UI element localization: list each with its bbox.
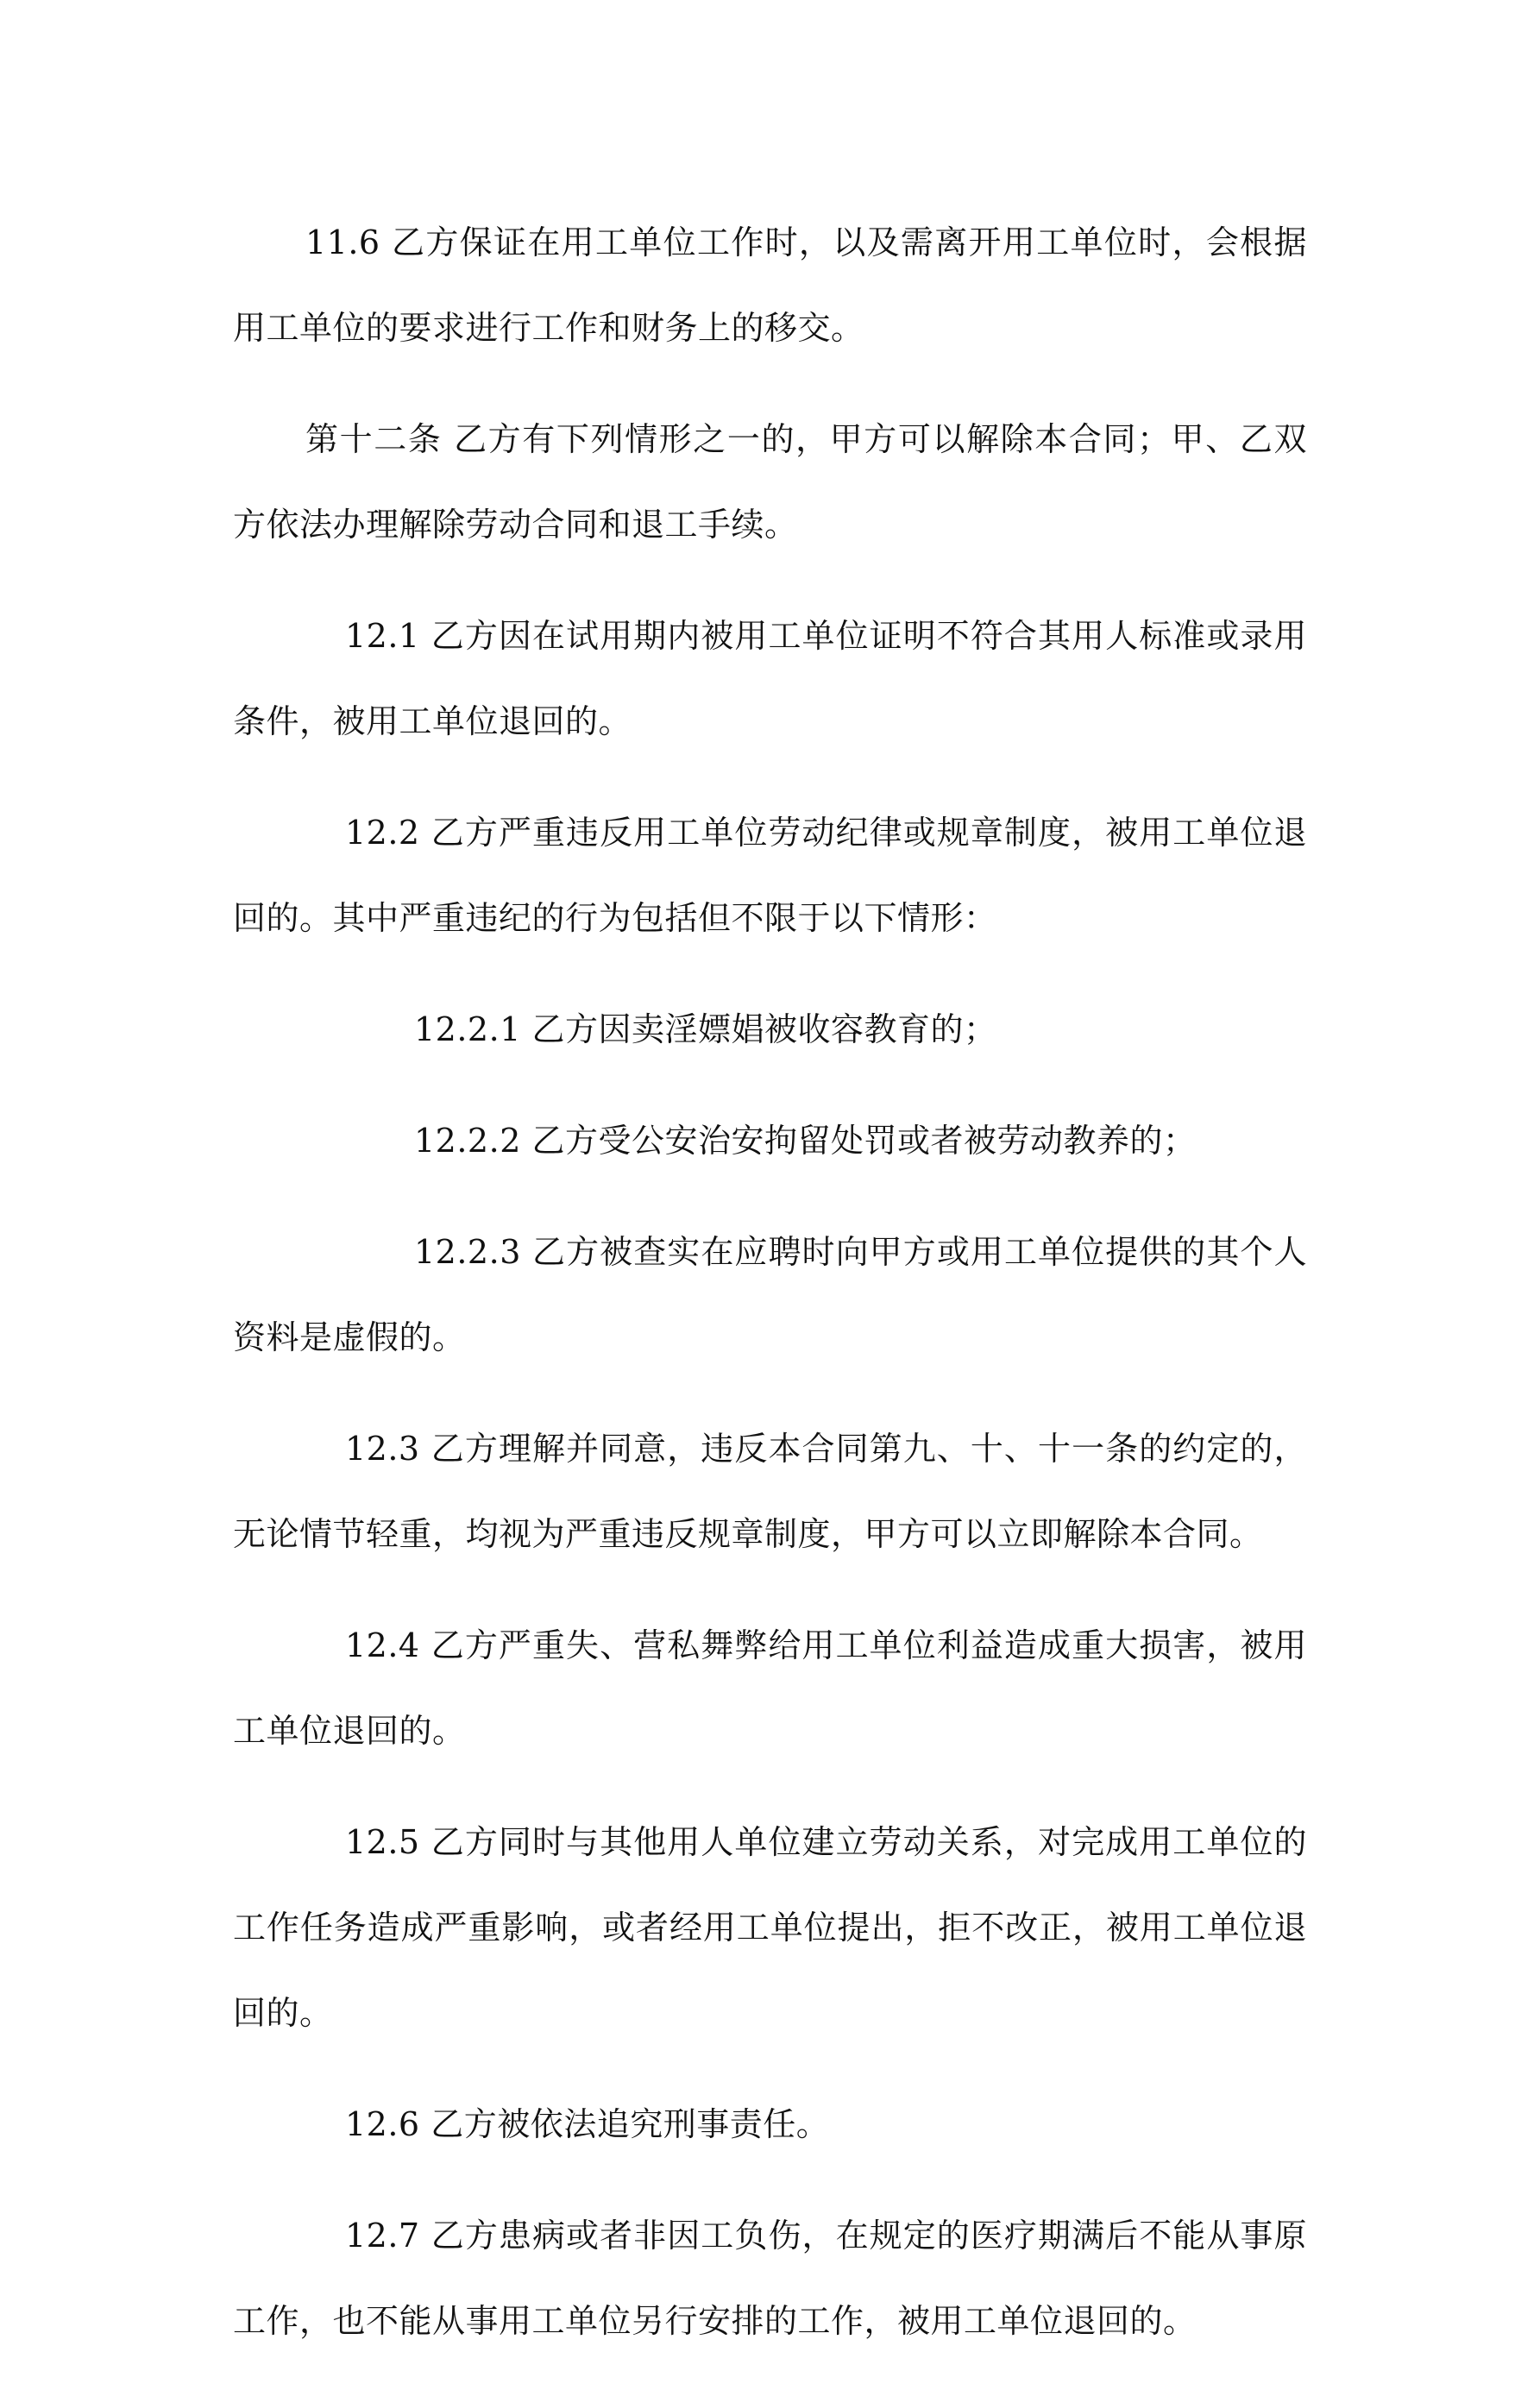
article-12-heading: 第十二条 乙方有下列情形之一的，甲方可以解除本合同；甲、乙双方依法办理解除劳动合同和退工手续。: [233, 420, 1307, 544]
clause-12-3: 12.3 乙方理解并同意，违反本合同第九、十、十一条的约定的，无论情节轻重，均视为严重违反规章制度，甲方可以立即解除本合同。: [233, 1430, 1307, 1553]
clause-12-1: 12.1 乙方因在试用期内被用工单位证明不符合其用人标准或录用条件，被用工单位退回的。: [233, 617, 1307, 740]
clause-12-2: 12.2 乙方严重违反用工单位劳动纪律或规章制度，被用工单位退回的。其中严重违纪的行为包括但不限于以下情形：: [233, 814, 1307, 937]
clause-12-2-1: 12.2.1 乙方因卖淫嫖娼被收容教育的；: [414, 1010, 997, 1048]
clause-11-6: 11.6 乙方保证在用工单位工作时，以及需离开用工单位时，会根据用工单位的要求进行工作和财务上的移交。: [233, 223, 1307, 347]
document-body: [233, 200, 1307, 2390]
clause-12-6: 12.6 乙方被依法追究刑事责任。: [345, 2105, 830, 2143]
clause-12-5: 12.5 乙方同时与其他用人单位建立劳动关系，对完成用工单位的工作任务造成严重影响，或者经用工单位提出，拒不改正，被用工单位退回的。: [233, 1823, 1307, 2032]
clause-12-4: 12.4 乙方严重失、营私舞弊给用工单位利益造成重大损害，被用工单位退回的。: [233, 1626, 1307, 1750]
clause-12-7: 12.7 乙方患病或者非因工负伤，在规定的医疗期满后不能从事原工作，也不能从事用工单位另行安排的工作，被用工单位退回的。: [233, 2217, 1307, 2340]
clause-12-2-2: 12.2.2 乙方受公安治安拘留处罚或者被劳动教养的；: [414, 1122, 1197, 1160]
clause-12-2-3: 12.2.3 乙方被查实在应聘时向甲方或用工单位提供的其个人资料是虚假的。: [233, 1233, 1307, 1356]
